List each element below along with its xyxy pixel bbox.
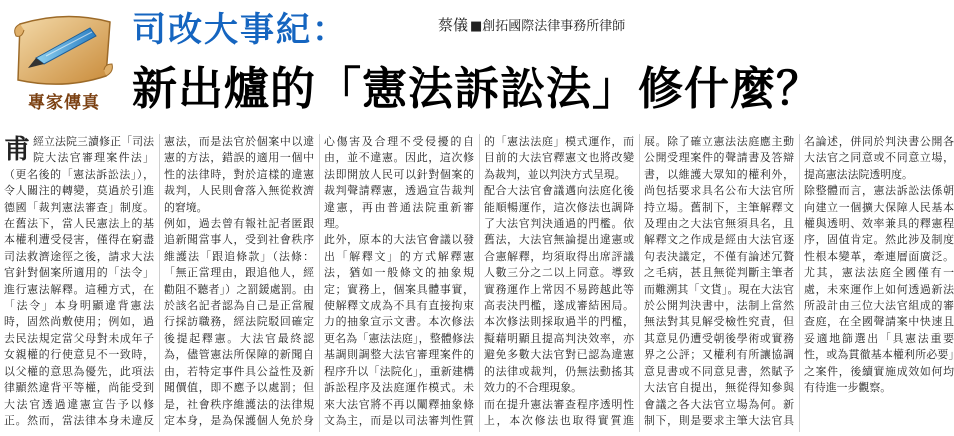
paragraph: 除整體而言，憲法訴訟法係朝向建立一個擴大保障人民基本權與透明、效率兼具的釋憲程序，固值肯定。然此涉及制度性根本變革，牽連層面廣泛。尤其，憲法法庭全國僅有一處，未來運作上如何透過新法所設計由三位大法官組成的審查庭，在全國聲請案中快速且妥適地篩選出「具憲法重要性，或為貫徹基本權利所必要」之案件，後續實施成效如何均有待進一步觀察。	[804, 184, 954, 395]
byline	[438, 14, 625, 35]
badge-label: 專家傳真	[28, 93, 100, 113]
paragraph: 而在提升憲法審查程序透明性上，本次修法也取得實質進展。除了確立憲法法庭應主動公開受理案件的聲請書及答辯書，以維護大眾知的權利外，尚包括要求具名公布大法官所持立場。舊制下，主筆解釋文及理由之大法官無須具名，且解釋文之作成是經由大法官逐句表決議定，不僅有論述冗贅之毛病，甚且無從判斷主筆者而難溯其「文貨」。現在大法官於公開判決書中，法制上當然無法對其見解受檢性究責，但其意見仍遭受朝後學術或實務界之公評；又權利有所讓協調意見書或不同意見書，然賦予大法官自提出，無從得知參與會議之各大法官立場為何。新制下，則是要求主筆大法官具名論述，併同於判決書公開各大法官之同意或不同意立場，提高憲法法院透明度。	[484, 135, 954, 427]
author-name: 蔡儀	[438, 16, 469, 34]
drop-cap: 甫	[4, 135, 31, 165]
paragraph: 此外，原本的大法官會議以發出「解釋文」的方式解釋憲法，猶如一般條文的抽象規定；實務上，個案具體事實，使解釋文成為不具有直接拘束力的抽象宣示文書。本次修法更名為「憲法法庭」，整體修法基調則調整大法官審理案件的程序升以「法院化」，重新建構訴訟程序及法庭運作模式。未來大法官將不再以闡釋抽象條文為主，而是以司法審判性質的「憲法法庭」模式運作，而目前的大法官釋憲文也將改變為裁判，並以判決方式呈現。	[324, 135, 634, 427]
kicker-title: 司改大事紀：	[132, 10, 348, 50]
headline: 新出爐的「憲法訴訟法」修什麼？	[132, 62, 823, 115]
paragraph: 配合大法官會議邁向法庭化後能順暢運作，這次修法也調降了大法官判決通過的門檻。依舊法，大法官無論提出違憲或合憲解釋，均須取得出席評議人數三分之二以上同意。導致實務運作上常因不易跨越此等高表決門檻，遂成審結困局。本次修法則採取過半的門檻，擬藉明顯且提高判決效率，亦避免多數大法官對已認為違憲的法律或裁判，仍無法動搖其效力的不合理現象。	[484, 184, 634, 395]
expert-column-badge	[6, 6, 122, 118]
article-header	[0, 0, 823, 128]
author-affiliation: ■創拓國際法律事務所律師	[470, 19, 626, 34]
article-body	[4, 134, 954, 432]
paragraph-text: 經立法院三讀修正「司法院大法官審理案件法」（更名後的「憲法訴訟法」），令人關注的轉變，莫過於引進德國「裁判憲法審查」制度。在舊法下，當人民憲法上的基本權利遭受侵害，僅得在窮盡司法救濟途徑之後，請求大法官針對個案所適用的「法令」進行憲法解釋。這種方式，在「法令」本身明顯違背憲法時，固然尚敷使用；例如，過去民法規定當父母對未成年子女親權的行使意見不一致時，以父權的意思為優先，此項法律顯然違背平等權，尚能受到大法官透過違憲宣告予以修正。然而，當法律本身未違反憲法，而是法官於個案中以違憲的方法，錯誤的適用一個中性的法律時，對於這樣的違憲裁判，人民則會落入無從救濟的窘境。	[4, 135, 314, 427]
paragraph: 例如，過去曾有報社記者匿跟追新聞當事人，受到社會秩序維護法「跟追條款」（法條：「無正當理由，跟追他人，經勸阻不聽者」）之罰鍰處罰。由於該名記者認為自己是正當履行採訪職務，經法院駁回確定後提起釋憲。大法官最終認為，儘管憲法所保障的新聞自由，若特定事件具公益性及新聞價值，即不應予以處罰；但是，社會秩序維護法的法律規定本身，是為保護個人免於身心傷害及合理不受侵擾的自由，並不違憲。因此，這次修法即開放人民可以針對個案的裁判聲請釋憲，透過宣告裁判違憲，再由普通法院重新審理。	[164, 135, 474, 427]
